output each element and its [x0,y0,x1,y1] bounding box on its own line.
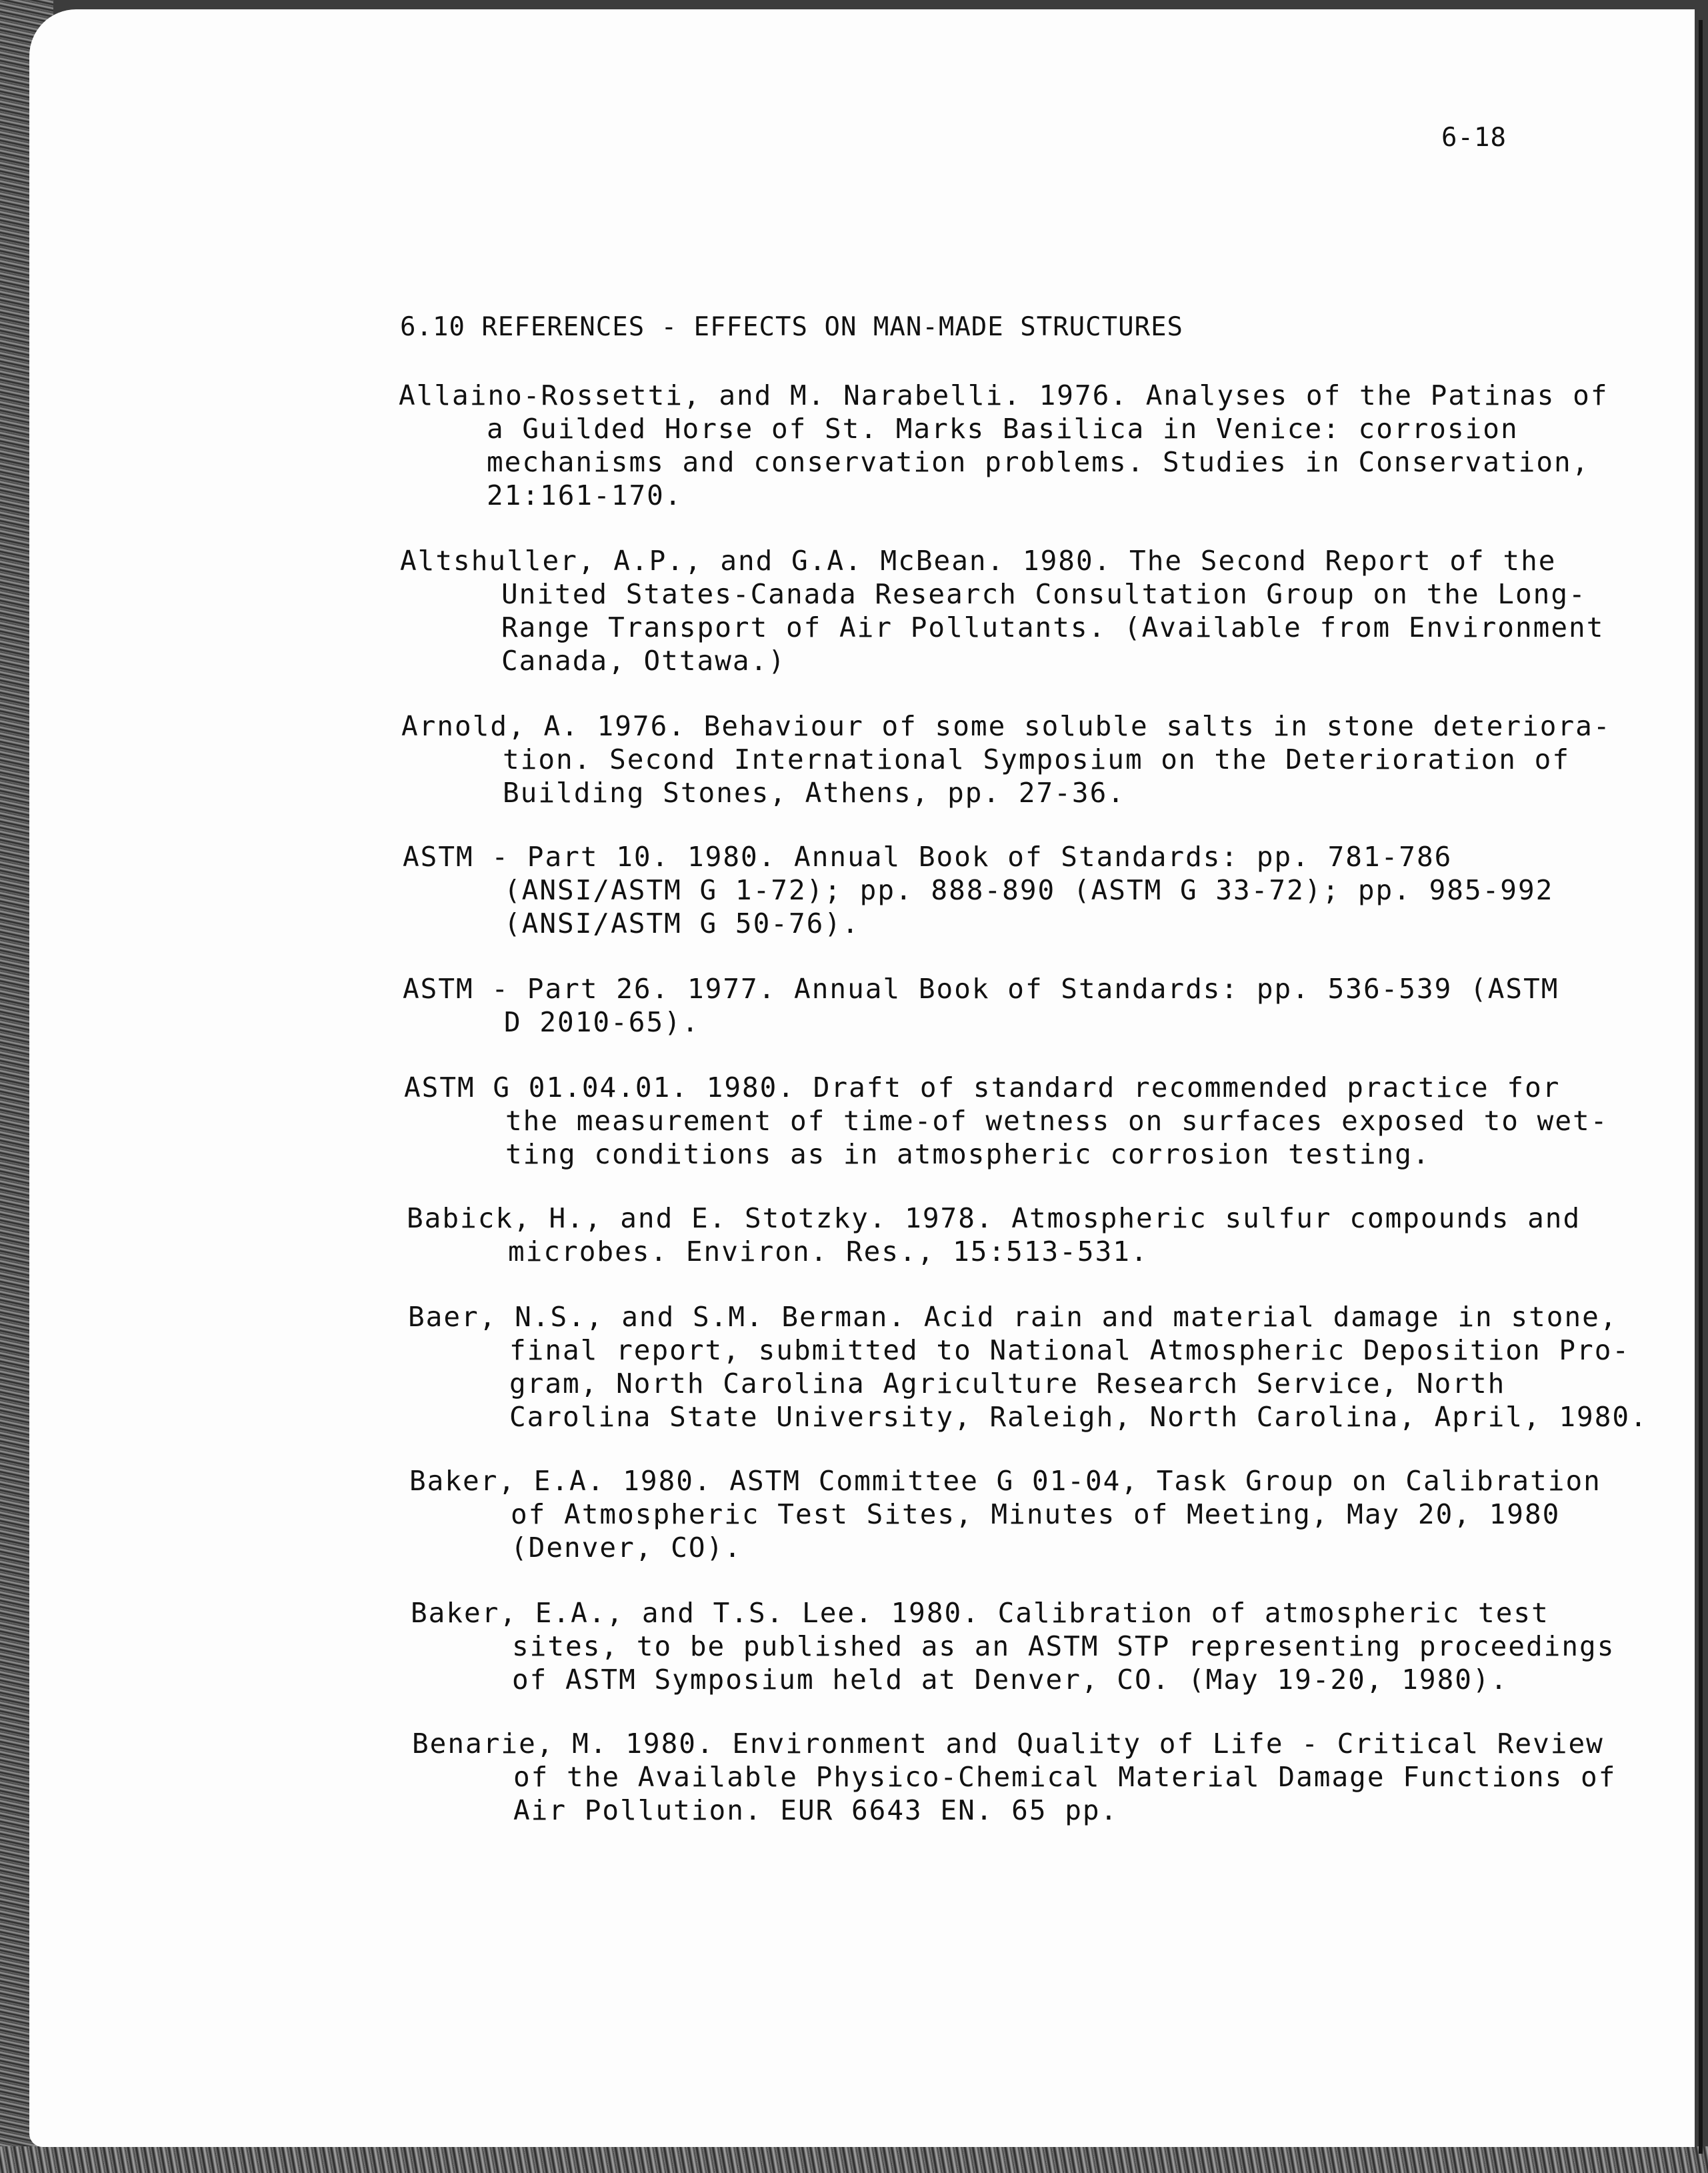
reference-entry [408,1300,1648,1434]
reference-line: Baer, N.S., and S.M. Berman. Acid rain and material damage in stone, [408,1301,1618,1333]
reference-entry [399,379,1609,512]
reference-line: Canada, Ottawa.) [501,645,786,677]
reference-entry [403,972,1559,1039]
page-number: 6-18 [1441,123,1507,153]
reference-line: ASTM - Part 26. 1977. Annual Book of Standards: pp. 536-539 (ASTM [403,973,1559,1005]
reference-line: a Guilded Horse of St. Marks Basilica in Venice: corrosion [487,413,1519,445]
reference-line: Baker, E.A., and T.S. Lee. 1980. Calibration of atmospheric test [411,1597,1549,1629]
reference-line: sites, to be published as an ASTM STP representing proceedings [512,1630,1615,1662]
reference-entry [403,840,1553,940]
reference-line: mechanisms and conservation problems. Studies in Conservation, [487,446,1590,478]
reference-line: Altshuller, A.P., and G.A. McBean. 1980. The Second Report of the [400,545,1557,577]
reference-line: (ANSI/ASTM G 50-76). [504,907,860,939]
reference-line: the measurement of time-of wetness on surfaces exposed to wet- [505,1105,1609,1137]
reference-line: Arnold, A. 1976. Behaviour of some soluble salts in stone deteriora- [401,710,1611,742]
reference-line: of Atmospheric Test Sites, Minutes of Meeting, May 20, 1980 [511,1498,1561,1530]
reference-entry [409,1464,1601,1564]
reference-line: Air Pollution. EUR 6643 EN. 65 pp. [513,1794,1119,1826]
reference-entry [407,1202,1581,1268]
reference-entry [411,1596,1615,1696]
reference-line: Benarie, M. 1980. Environment and Quality of Life - Critical Review [412,1728,1604,1760]
reference-entry [401,709,1611,809]
reference-line: Allaino-Rossetti, and M. Narabelli. 1976. Analyses of the Patinas of [399,379,1609,411]
reference-line: Range Transport of Air Pollutants. (Available from Environment [501,611,1605,643]
reference-line: of ASTM Symposium held at Denver, CO. (May 19-20, 1980). [512,1664,1509,1696]
reference-line: Babick, H., and E. Stotzky. 1978. Atmospheric sulfur compounds and [407,1202,1581,1234]
reference-entry [400,544,1604,677]
section-title: 6.10 REFERENCES - EFFECTS ON MAN-MADE STRUCTURES [400,312,1184,342]
reference-line: (ANSI/ASTM G 1-72); pp. 888-890 (ASTM G 33-72); pp. 985-992 [504,874,1554,906]
scan-border-bottom [0,2146,1708,2173]
reference-line: gram, North Carolina Agriculture Research Service, North [509,1368,1506,1400]
reference-line: final report, submitted to National Atmospheric Deposition Pro- [509,1334,1631,1366]
reference-line: D 2010-65). [504,1006,700,1038]
reference-line: microbes. Environ. Res., 15:513-531. [508,1236,1149,1268]
reference-entry [412,1727,1616,1827]
reference-line: Baker, E.A. 1980. ASTM Committee G 01-04, Task Group on Calibration [409,1465,1601,1497]
reference-line: United States-Canada Research Consultation Group on the Long- [501,578,1587,610]
page-right-edge [1699,20,1703,2154]
reference-line: of the Available Physico-Chemical Material Damage Functions of [513,1761,1617,1793]
reference-line: ASTM - Part 10. 1980. Annual Book of Standards: pp. 781-786 [403,841,1453,873]
reference-line: ASTM G 01.04.01. 1980. Draft of standard recommended practice for [404,1071,1561,1104]
reference-entry [404,1071,1608,1171]
reference-line: Carolina State University, Raleigh, North Carolina, April, 1980. [509,1401,1648,1433]
reference-line: Building Stones, Athens, pp. 27-36. [503,777,1125,809]
reference-line: ting conditions as in atmospheric corrosion testing. [505,1138,1431,1170]
reference-line: (Denver, CO). [511,1532,742,1564]
reference-line: tion. Second International Symposium on the Deterioration of [503,743,1571,775]
reference-line: 21:161-170. [487,479,683,511]
